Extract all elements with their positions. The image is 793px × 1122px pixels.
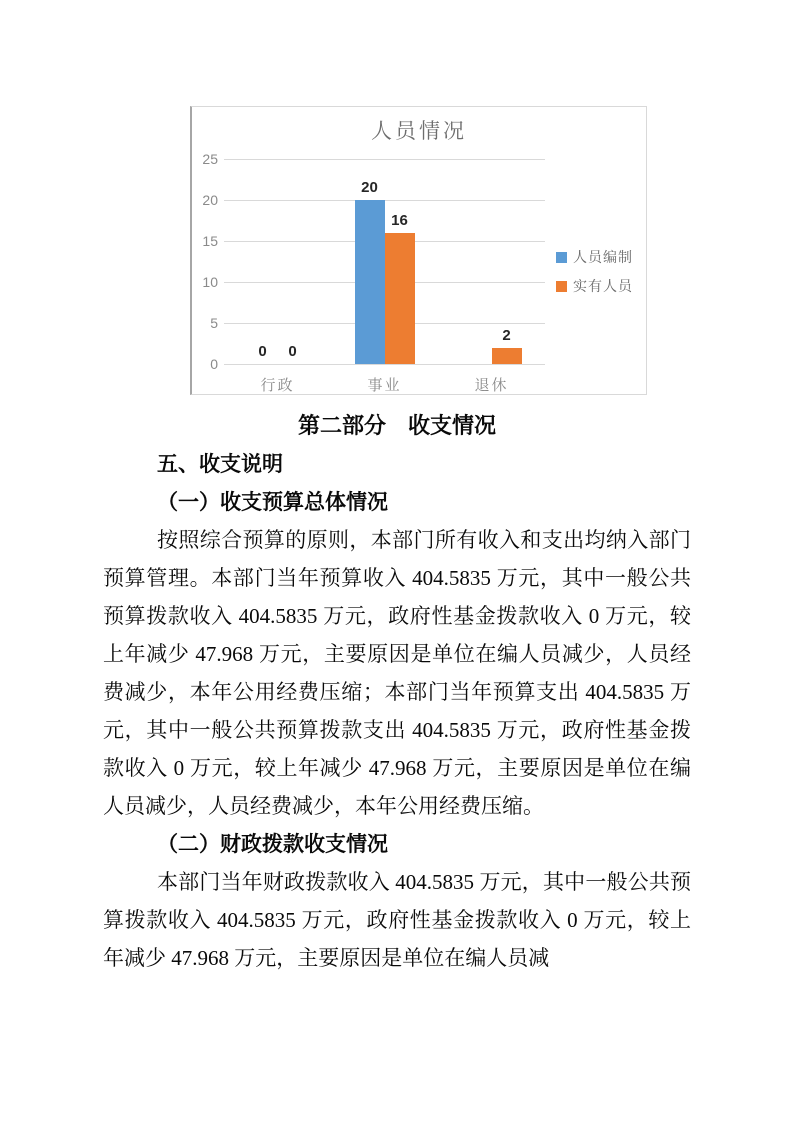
x-category-label: 事业 <box>367 377 402 394</box>
bar <box>355 200 385 364</box>
legend-item <box>556 247 633 267</box>
bar-value-label: 2 <box>502 326 511 344</box>
bar-value-label: 0 <box>288 343 297 360</box>
paragraph-overall-budget: 按照综合预算的原则，本部门所有收入和支出均纳入部门预算管理。本部门当年预算收入 404.5835 万元，其中一般公共预算拨款收入 404.5835 万元，政府性基金拨款收入 0 万元，较上年减少 47.968 万元，主要原因是单位在编人员减少，人员经费减少，本年公用经费压缩；本部门当年预算支出 404.5835 万元，其中一般公共预算拨款支出 404.5835 万元，政府性基金拨款收入 0 万元，较上年减少 47.968 万元，主要原因是单位在编人员减少，人员经费减少，本年公用经费压缩。 <box>103 528 691 818</box>
legend-swatch-icon <box>556 252 567 263</box>
sub-heading-fiscal-appropriation: （二）财政拨款收支情况 <box>157 832 388 856</box>
y-axis-tick-label: 0 <box>210 356 218 372</box>
gridline <box>224 364 545 365</box>
bar-value-label: 0 <box>258 343 267 360</box>
x-category-label: 行政 <box>260 377 295 394</box>
legend-item <box>556 276 633 296</box>
bar <box>385 233 415 364</box>
sub-heading-overall-budget: （一）收支预算总体情况 <box>157 490 388 514</box>
gridline <box>224 200 545 201</box>
y-axis-tick-label: 25 <box>202 151 218 167</box>
bar <box>492 348 522 364</box>
y-axis-tick-label: 10 <box>202 274 218 290</box>
paragraph-fiscal-appropriation: 本部门当年财政拨款收入 404.5835 万元，其中一般公共预算拨款收入 404.5835 万元，政府性基金拨款收入 0 万元，较上年减少 47.968 万元，主要原因是单位在编人员减 <box>103 870 691 970</box>
chart-title: 人员情况 <box>371 120 467 143</box>
legend-swatch-icon <box>556 281 567 292</box>
legend-label: 实有人员 <box>573 278 633 294</box>
personnel-chart <box>190 106 647 395</box>
section-heading: 五、收支说明 <box>157 452 283 476</box>
bar-value-label: 16 <box>391 211 408 229</box>
y-axis-tick-label: 20 <box>202 192 218 208</box>
legend-label: 人员编制 <box>573 249 633 265</box>
part-heading: 第二部分 收支情况 <box>297 413 496 438</box>
y-axis-tick-label: 15 <box>202 233 218 249</box>
document-body <box>103 407 691 977</box>
chart-legend <box>556 247 633 296</box>
y-axis-tick-label: 5 <box>210 315 218 331</box>
bar-value-label: 20 <box>361 179 378 196</box>
gridline <box>224 159 545 160</box>
x-category-label: 退休 <box>474 377 509 394</box>
